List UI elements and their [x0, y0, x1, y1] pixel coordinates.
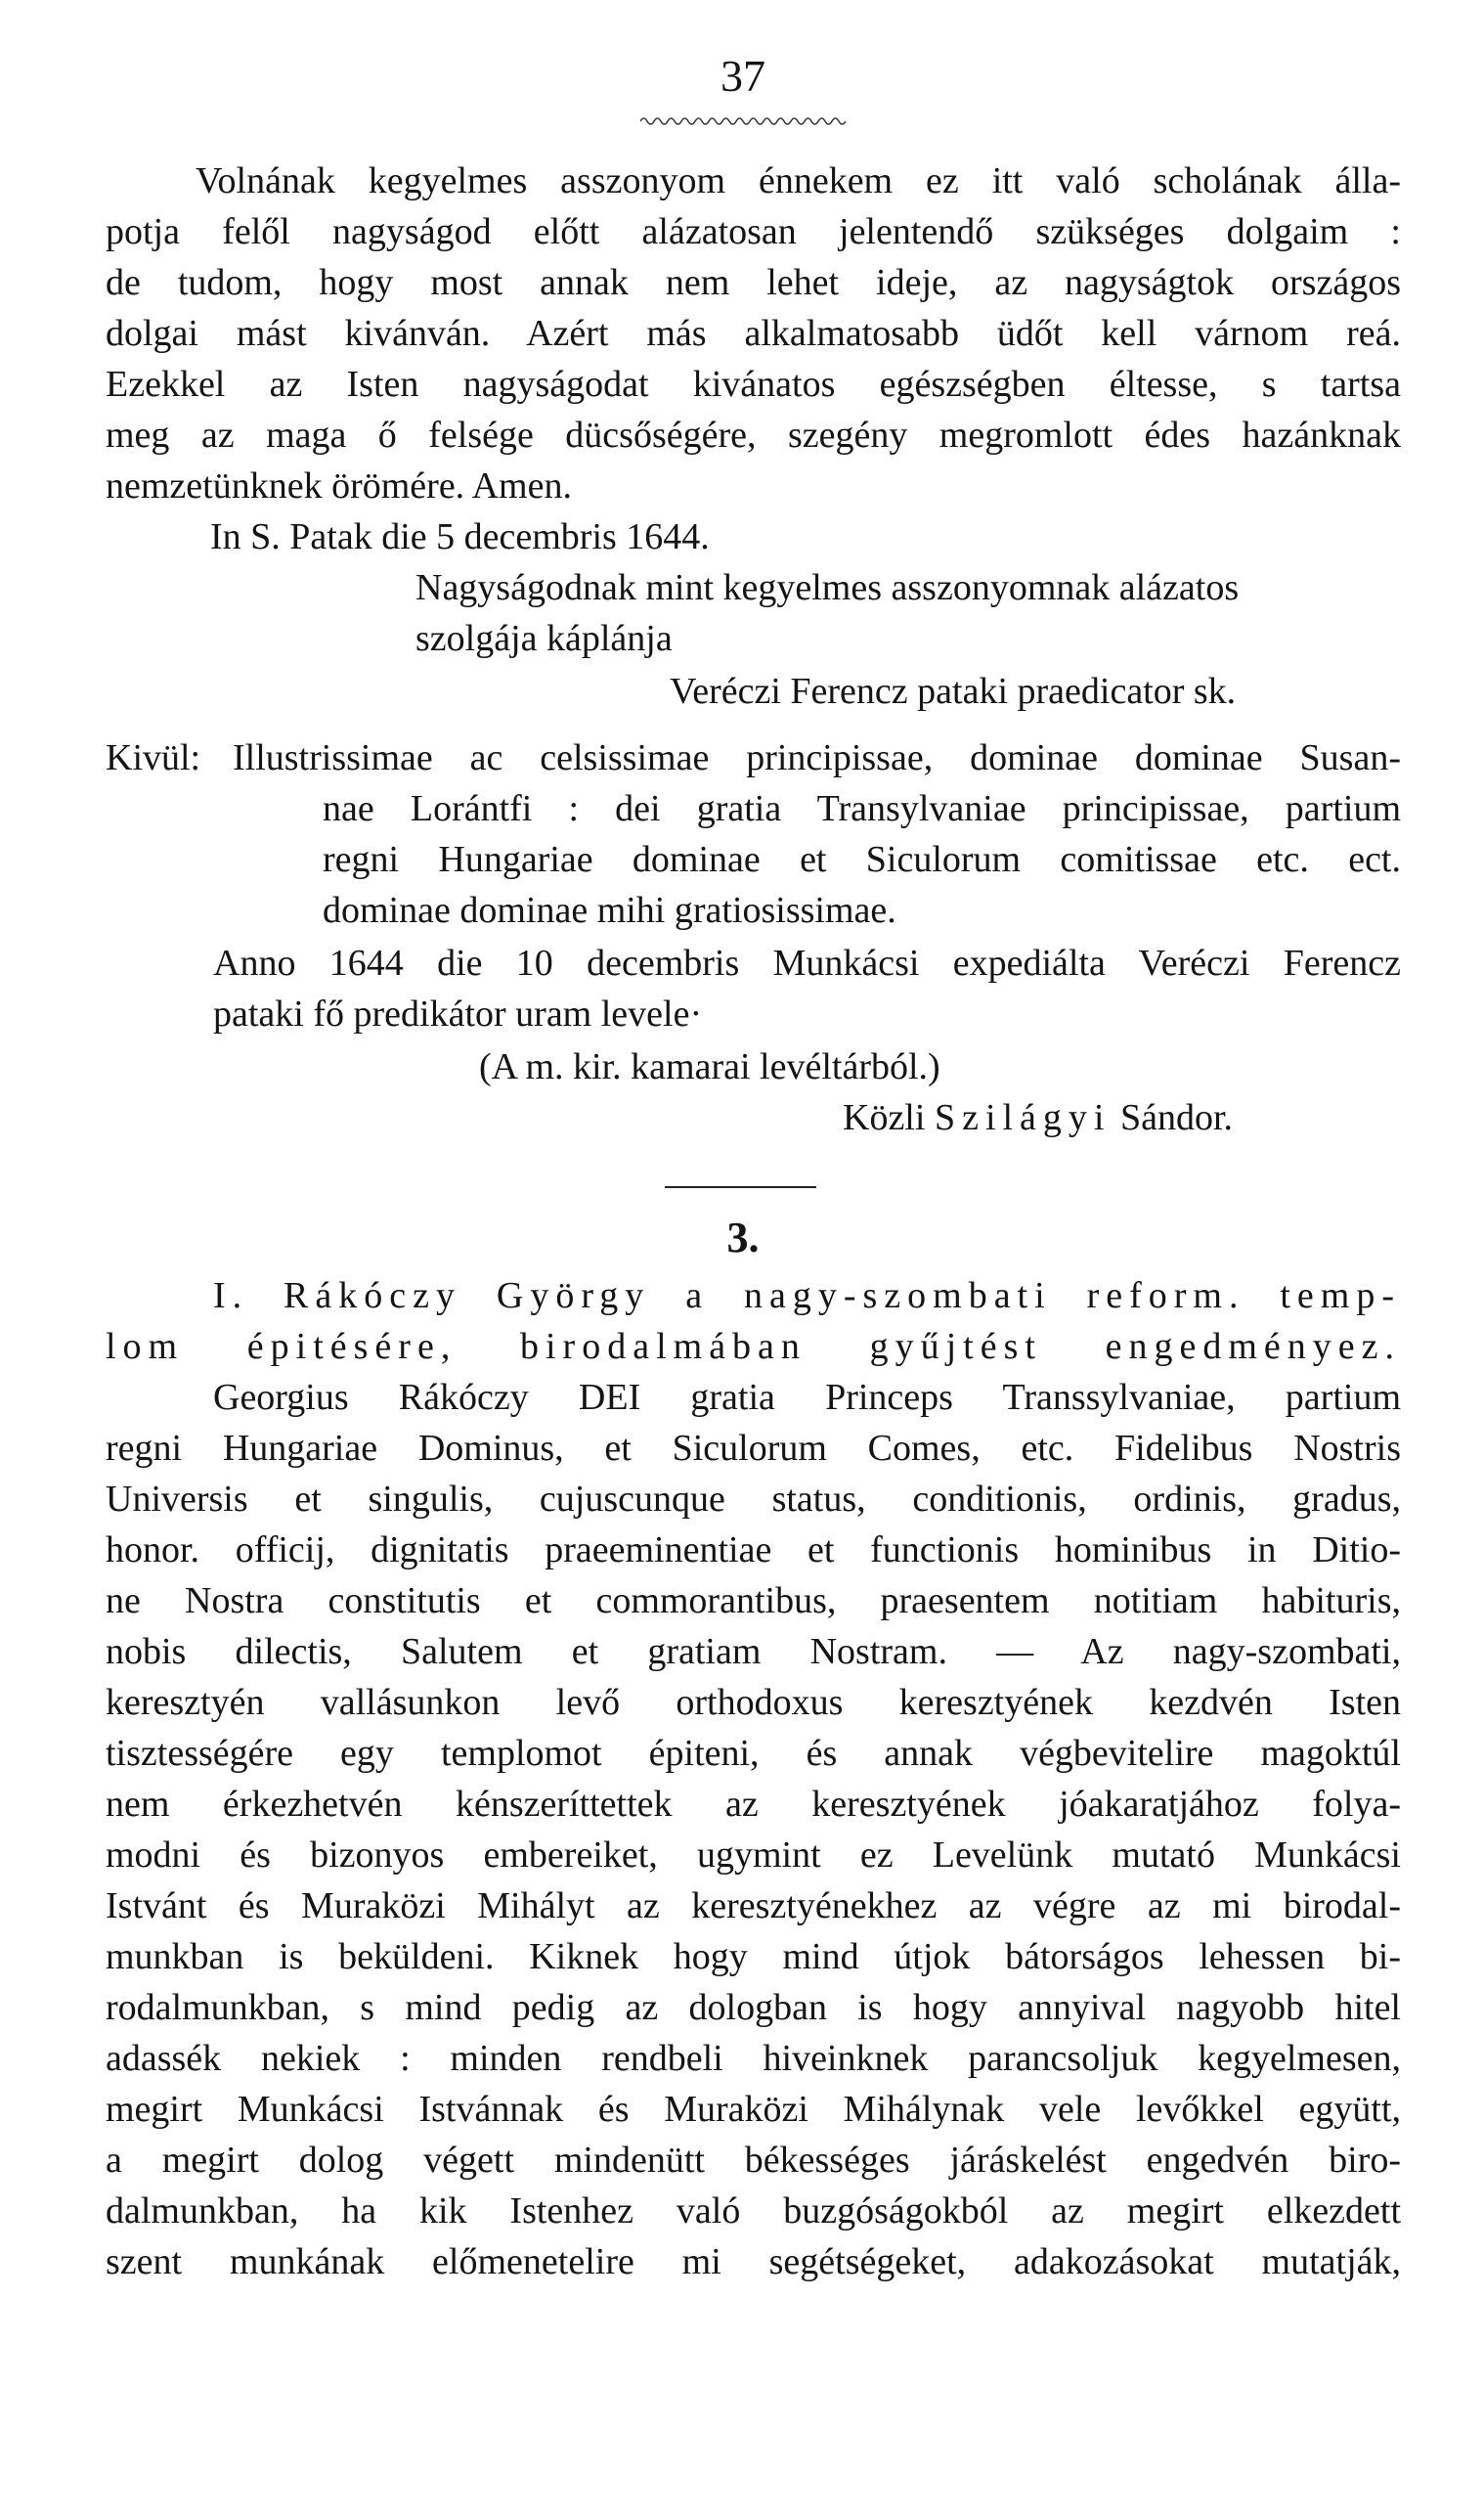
address-line: nae Lorántfi : dei gratia Transylvaniae principissae, partium [323, 788, 1401, 829]
letter-line: Volnának kegyelmes asszonyom énnekem ez itt való scholának álla- [196, 160, 1401, 201]
body-line: Istvánt és Muraközi Mihályt az keresztyénekhez az végre az mi birodal- [106, 1885, 1401, 1926]
body-line: regni Hungariae Dominus, et Siculorum Comes, etc. Fidelibus Nostris [106, 1428, 1401, 1469]
section-number: 3. [726, 1214, 760, 1261]
letter-line: meg az maga ő felsége dücsőségére, szegény megromlott édes hazánknak [106, 415, 1401, 456]
body-line: megirt Munkácsi Istvánnak és Muraközi Mihálynak vele levőkkel együtt, [106, 2089, 1401, 2130]
address-line: Illustrissimae ac celsissimae principissae, dominae dominae Susan- [233, 737, 1401, 778]
letter-line: nemzetünknek örömére. Amen. [106, 465, 572, 507]
body-line: adassék nekiek : minden rendbeli hiveinknek parancsoljuk kegyelmesen, [106, 2038, 1401, 2079]
body-line: ne Nostra constitutis et commorantibus, praesentem notitiam habituris, [106, 1580, 1401, 1621]
body-line: szent munkának előmenetelire mi segétségeket, adakozásokat mutatják, [106, 2241, 1401, 2282]
closing-line: szolgája káplánja [415, 618, 673, 659]
closing-line: Nagyságodnak mint kegyelmes asszonyomnak alázatos [415, 567, 1240, 608]
communicator [843, 1093, 1233, 1142]
address-line: dominae dominae mihi gratiosissimae. [323, 890, 896, 931]
source-note: (A m. kir. kamarai levéltárból.) [479, 1046, 940, 1087]
page-number: 37 [720, 51, 765, 101]
body-line: munkban is beküldeni. Kiknek hogy mind útjok bátorságos lehessen bi- [106, 1936, 1401, 1977]
section-title-line: lom épitésére, birodalmában gyűjtést engedményez. [106, 1326, 1401, 1367]
body-line: modni és bizonyos embereiket, ugymint ez Levelünk mutató Munkácsi [106, 1834, 1401, 1876]
annotation-line: pataki fő predikátor uram levele· [213, 994, 703, 1035]
body-line: nobis dilectis, Salutem et gratiam Nostram. — Az nagy-szombati, [106, 1631, 1401, 1672]
body-line: rodalmunkban, s mind pedig az dologban is hogy annyival nagyobb hitel [106, 1987, 1401, 2028]
communicator-name: Szilágyi [934, 1097, 1112, 1138]
body-line: keresztyén vallásunkon levő orthodoxus keresztyének kezdvén Isten [106, 1682, 1401, 1723]
section-title-line: I. Rákóczy György a nagy-szombati reform. temp- [213, 1275, 1401, 1316]
address-line: regni Hungariae dominae et Siculorum comitissae etc. ect. [323, 839, 1401, 880]
letter-line: Ezekkel az Isten nagyságodat kivánatos egészségben éltesse, s tartsa [106, 364, 1401, 405]
address-label: Kivül: [106, 737, 201, 778]
annotation-line: Anno 1644 die 10 decembris Munkácsi expediálta Veréczi Ferencz [213, 943, 1401, 984]
body-line: Georgius Rákóczy DEI gratia Princeps Transsylvaniae, partium [213, 1377, 1401, 1418]
body-line: nem érkezhetvén kénszeríttettek az keresztyének jóakaratjához folya- [106, 1784, 1401, 1825]
communicator-suffix: Sándor. [1119, 1097, 1234, 1138]
letter-line: dolgai mást kivánván. Azért más alkalmatosabb üdőt kell várnom reá. [106, 313, 1401, 354]
letter-line: potja felől nagyságod előtt alázatosan jelentendő szükséges dolgaim : [106, 211, 1401, 252]
body-line: honor. officij, dignitatis praeeminentiae et functionis hominibus in Ditio- [106, 1529, 1401, 1570]
ornament-wavy-rule [640, 115, 846, 127]
body-line: a megirt dolog végett mindenütt békességes járáskelést engedvén biro- [106, 2140, 1401, 2181]
body-line: Universis et singulis, cujuscunque status, conditionis, ordinis, gradus, [106, 1479, 1401, 1520]
dateline: In S. Patak die 5 decembris 1644. [210, 516, 710, 557]
letter-line: de tudom, hogy most annak nem lehet ideje, az nagyságtok országos [106, 262, 1401, 303]
communicator-prefix: Közli [843, 1097, 926, 1138]
signature: Veréczi Ferencz pataki praedicator sk. [670, 671, 1237, 712]
body-line: tisztességére egy templomot épiteni, és annak végbevitelire magoktúl [106, 1733, 1401, 1774]
body-line: dalmunkban, ha kik Istenhez való buzgóságokból az megirt elkezdett [106, 2190, 1401, 2232]
section-divider [665, 1186, 816, 1188]
